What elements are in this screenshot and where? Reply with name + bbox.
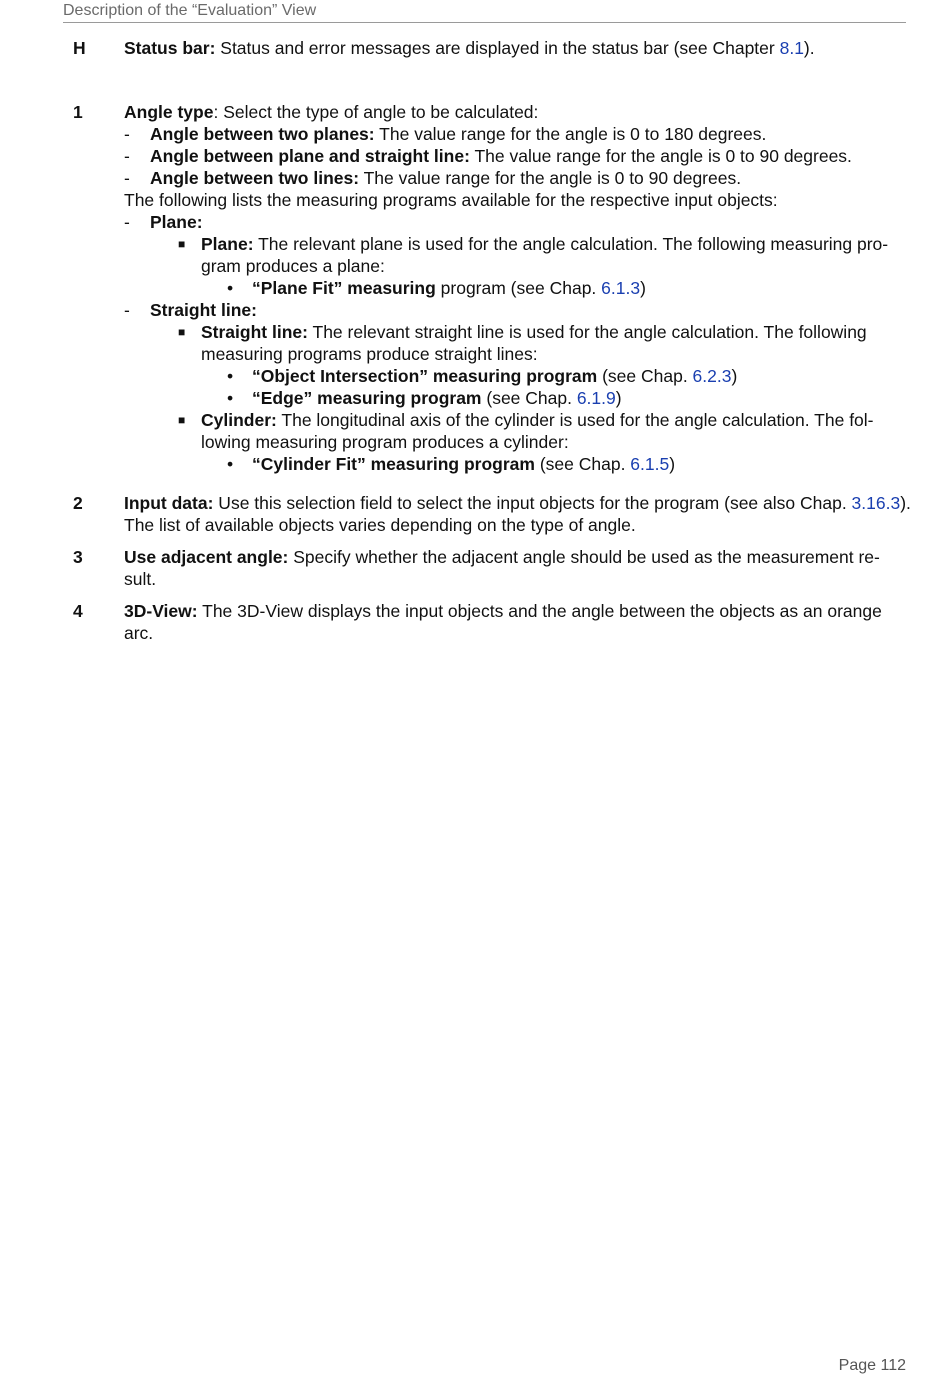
program-desc-tail: ) [669, 454, 676, 474]
program-item [124, 453, 911, 475]
item-label: Straight line: [201, 322, 308, 342]
chapter-link[interactable]: 3.16.3 [851, 493, 901, 513]
program-label: “Object Intersection” measuring program [252, 366, 598, 386]
dash-bullet: - [124, 146, 130, 166]
legend-key: 3 [73, 547, 83, 567]
legend-text [124, 492, 911, 536]
sub-list-item [124, 409, 911, 453]
running-header: Description of the “Evaluation” View [63, 0, 906, 23]
legend-key: 1 [73, 102, 83, 122]
program-desc: program (see Chap. [435, 278, 602, 298]
list-item [124, 145, 911, 167]
legend-text [124, 600, 911, 644]
item-desc: The value range for the angle is 0 to 90 degrees. [469, 146, 852, 166]
program-label: “Cylinder Fit” measuring program [252, 454, 535, 474]
legend-desc: Specify whether the adjacent angle should be used as the measurement re-sult. [124, 547, 880, 589]
program-desc-tail: ) [731, 366, 738, 386]
programs-intro: The following lists the measuring programs available for the respective input objects: [124, 190, 778, 210]
program-label: “Edge” measuring program [252, 388, 482, 408]
legend-key: 4 [73, 601, 83, 621]
program-item [124, 387, 911, 409]
legend-label: Use adjacent angle: [124, 547, 289, 567]
program-desc: (see Chap. [481, 388, 577, 408]
square-bullet: ■ [178, 413, 186, 427]
chapter-link[interactable]: 6.1.9 [576, 388, 616, 408]
program-desc: (see Chap. [597, 366, 693, 386]
legend-desc: Use this selection field to select the input objects for the program (see also Chap. [213, 493, 852, 513]
legend-desc: The 3D-View displays the input objects and the angle between the objects as an orange arc. [124, 601, 882, 643]
item-label: Plane: [150, 212, 203, 232]
item-label: Cylinder: [201, 410, 277, 430]
program-desc-tail: ) [615, 388, 622, 408]
item-desc: The relevant plane is used for the angle calculation. The following measuring pro-gram produces a plane: [201, 234, 889, 276]
item-label: Straight line: [150, 300, 257, 320]
dot-bullet: • [227, 366, 234, 386]
item-desc: The longitudinal axis of the cylinder is used for the angle calculation. The fol-lowing measuring program produces a cylinder: [201, 410, 874, 452]
chapter-link[interactable]: 6.1.3 [601, 278, 641, 298]
legend-key: H [73, 38, 86, 58]
legend-desc: : Select the type of angle to be calculated: [213, 102, 539, 122]
program-desc: (see Chap. [534, 454, 631, 474]
item-label: Angle between two planes: [150, 124, 375, 144]
square-bullet: ■ [178, 325, 186, 339]
program-item [124, 365, 911, 387]
item-desc: The relevant straight line is used for the angle calculation. The following measuring programs produce straight lines: [201, 322, 867, 364]
sub-list-item [124, 321, 911, 365]
dash-bullet: - [124, 300, 130, 320]
legend-text [124, 37, 911, 59]
legend-desc-tail: ). The list of available objects varies depending on the type of angle. [124, 493, 911, 535]
item-label: Angle between plane and straight line: [150, 146, 470, 166]
square-bullet: ■ [178, 237, 186, 251]
program-desc-tail: ) [640, 278, 646, 298]
chapter-link[interactable]: 6.1.5 [630, 454, 670, 474]
dot-bullet: • [227, 278, 234, 298]
dot-bullet: • [227, 388, 234, 408]
legend-key: 2 [73, 493, 83, 513]
dash-bullet: - [124, 212, 130, 232]
legend-label: Input data: [124, 493, 214, 513]
list-item [124, 211, 911, 233]
list-item [124, 167, 911, 189]
legend-label: Angle type [124, 102, 214, 122]
legend-label: 3D-View: [124, 601, 198, 621]
chapter-link[interactable]: 8.1 [779, 38, 804, 58]
legend-desc: Status and error messages are displayed in the status bar (see Chapter [215, 38, 780, 58]
page-number: Page 112 [838, 1357, 906, 1374]
item-label: Plane: [201, 234, 254, 254]
chapter-link[interactable]: 6.2.3 [692, 366, 732, 386]
legend-label: Status bar: [124, 38, 216, 58]
dash-bullet: - [124, 168, 130, 188]
program-label: “Plane Fit” measuring [252, 278, 436, 298]
item-label: Angle between two lines: [150, 168, 360, 188]
dot-bullet: • [227, 454, 234, 474]
item-desc: The value range for the angle is 0 to 180 degrees. [374, 124, 767, 144]
dash-bullet: - [124, 124, 130, 144]
legend-desc-tail: ). [803, 38, 815, 58]
sub-list-item [124, 233, 911, 277]
legend-text [124, 546, 911, 590]
legend-text [124, 101, 911, 475]
list-item [124, 123, 911, 145]
program-item [124, 277, 911, 299]
item-desc: The value range for the angle is 0 to 90 degrees. [359, 168, 742, 188]
list-item [124, 299, 911, 321]
